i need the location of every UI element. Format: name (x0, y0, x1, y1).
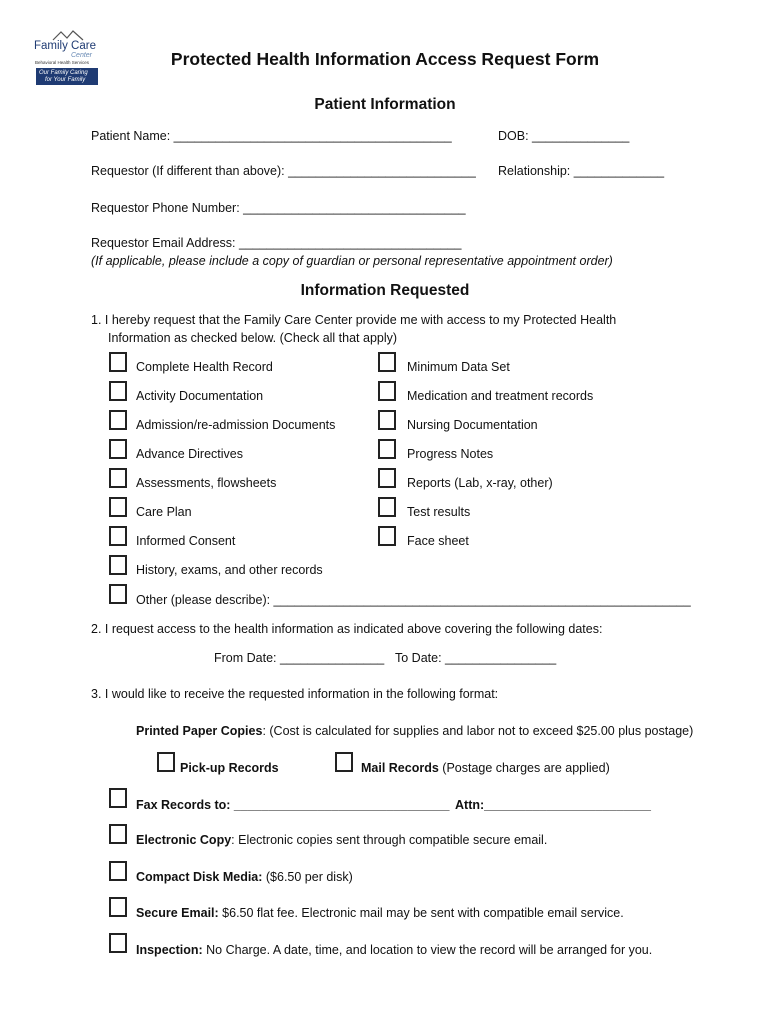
label-nursing-documentation: Nursing Documentation (407, 418, 538, 432)
printed-copies-label: Printed Paper Copies (136, 724, 263, 738)
electronic-copy-label: Electronic Copy (136, 833, 232, 847)
q1-line1: 1. I hereby request that the Family Care Center provide me with access to my Protected Health (91, 313, 617, 327)
secure-email-detail: $6.50 flat fee. Electronic mail may be sent with compatible email service. (218, 906, 624, 920)
electronic-copy-text (136, 833, 547, 847)
label-complete-health-record: Complete Health Record (136, 360, 273, 374)
checkbox-admission-documents[interactable] (109, 410, 127, 430)
logo-banner-2: for Your Family (45, 77, 86, 83)
checkbox-progress-notes[interactable] (378, 439, 396, 459)
checkbox-reports[interactable] (378, 468, 396, 488)
logo-line2: Center (71, 52, 93, 59)
label-advance-directives: Advance Directives (136, 447, 243, 461)
label-progress-notes: Progress Notes (407, 447, 494, 461)
label-admission-documents: Admission/re-admission Documents (136, 418, 336, 432)
checkbox-pickup[interactable] (157, 752, 175, 772)
relationship-field[interactable]: Relationship: _____________ (498, 164, 665, 178)
checkbox-assessments[interactable] (109, 468, 127, 488)
label-medication-records: Medication and treatment records (407, 389, 594, 403)
checkbox-electronic-copy[interactable] (109, 824, 127, 844)
checkbox-nursing-documentation[interactable] (378, 410, 396, 430)
phone-field[interactable]: Requestor Phone Number: ________________________________ (91, 201, 466, 215)
inspection-label: Inspection: (136, 943, 203, 957)
compact-disk-text (136, 870, 353, 884)
label-informed-consent: Informed Consent (136, 534, 236, 548)
secure-email-text (136, 906, 624, 920)
checkbox-face-sheet[interactable] (378, 526, 396, 546)
checkbox-other[interactable] (109, 584, 127, 604)
from-date-field[interactable]: From Date: _______________ (214, 651, 385, 665)
checkbox-activity-documentation[interactable] (109, 381, 127, 401)
checkbox-secure-email[interactable] (109, 897, 127, 917)
printed-copies-text (136, 724, 693, 738)
checkbox-history-exams[interactable] (109, 555, 127, 575)
checkbox-complete-health-record[interactable] (109, 352, 127, 372)
checkbox-medication-records[interactable] (378, 381, 396, 401)
q3-text: 3. I would like to receive the requested information in the following format: (91, 687, 499, 701)
inspection-text (136, 943, 652, 957)
checkbox-care-plan[interactable] (109, 497, 127, 517)
inspection-detail: No Charge. A date, time, and location to view the record will be arranged for you. (202, 943, 653, 957)
label-test-results: Test results (407, 505, 471, 519)
attn-field[interactable]: Attn:________________________ (455, 798, 651, 812)
logo-line1: Family Care (34, 40, 96, 52)
label-history-exams: History, exams, and other records (136, 563, 323, 577)
mail-records-text (361, 761, 610, 775)
checkbox-fax[interactable] (109, 788, 127, 808)
to-date-field[interactable]: To Date: ________________ (395, 651, 557, 665)
guardian-note: (If applicable, please include a copy of guardian or personal representative appointment order) (91, 254, 613, 268)
q2-text: 2. I request access to the health information as indicated above covering the following dates: (91, 622, 603, 636)
checkbox-inspection[interactable] (109, 933, 127, 953)
info-requested-heading: Information Requested (300, 282, 470, 299)
patient-info-heading: Patient Information (314, 96, 456, 113)
email-field[interactable]: Requestor Email Address: ________________________________ (91, 236, 462, 250)
dob-field[interactable]: DOB: ______________ (498, 129, 630, 143)
compact-disk-label: Compact Disk Media: (136, 870, 263, 884)
secure-email-label: Secure Email: (136, 906, 219, 920)
checkbox-compact-disk[interactable] (109, 861, 127, 881)
logo-tagline: Behavioral Health Services (35, 60, 90, 65)
electronic-copy-detail: : Electronic copies sent through compatible secure email. (231, 833, 548, 847)
checkbox-advance-directives[interactable] (109, 439, 127, 459)
label-other[interactable]: Other (please describe): ____________________________________________________________ (136, 593, 691, 607)
label-face-sheet: Face sheet (407, 534, 469, 548)
form-title: Protected Health Information Access Request Form (170, 49, 600, 69)
checkbox-test-results[interactable] (378, 497, 396, 517)
label-activity-documentation: Activity Documentation (136, 389, 264, 403)
printed-copies-detail: : (Cost is calculated for supplies and labor not to exceed $25.00 plus postage) (262, 724, 694, 738)
checkbox-mail[interactable] (335, 752, 353, 772)
logo-banner-1: Our Family Caring (39, 70, 88, 76)
label-reports: Reports (Lab, x-ray, other) (407, 476, 553, 490)
patient-name-field[interactable]: Patient Name: ________________________________________ (91, 129, 452, 143)
label-care-plan: Care Plan (136, 505, 192, 519)
mail-records-detail: (Postage charges are applied) (438, 761, 610, 775)
compact-disk-detail: ($6.50 per disk) (262, 870, 353, 884)
label-minimum-data-set: Minimum Data Set (407, 360, 510, 374)
requestor-field[interactable]: Requestor (If different than above): ___________________________ (91, 164, 476, 178)
label-pickup: Pick-up Records (180, 761, 279, 775)
fax-field[interactable]: Fax Records to: _______________________________ (136, 798, 450, 812)
mail-records-label: Mail Records (361, 761, 439, 775)
checkbox-minimum-data-set[interactable] (378, 352, 396, 372)
label-assessments: Assessments, flowsheets (136, 476, 277, 490)
checkbox-informed-consent[interactable] (109, 526, 127, 546)
q1-line2: Information as checked below. (Check all that apply) (108, 331, 398, 345)
